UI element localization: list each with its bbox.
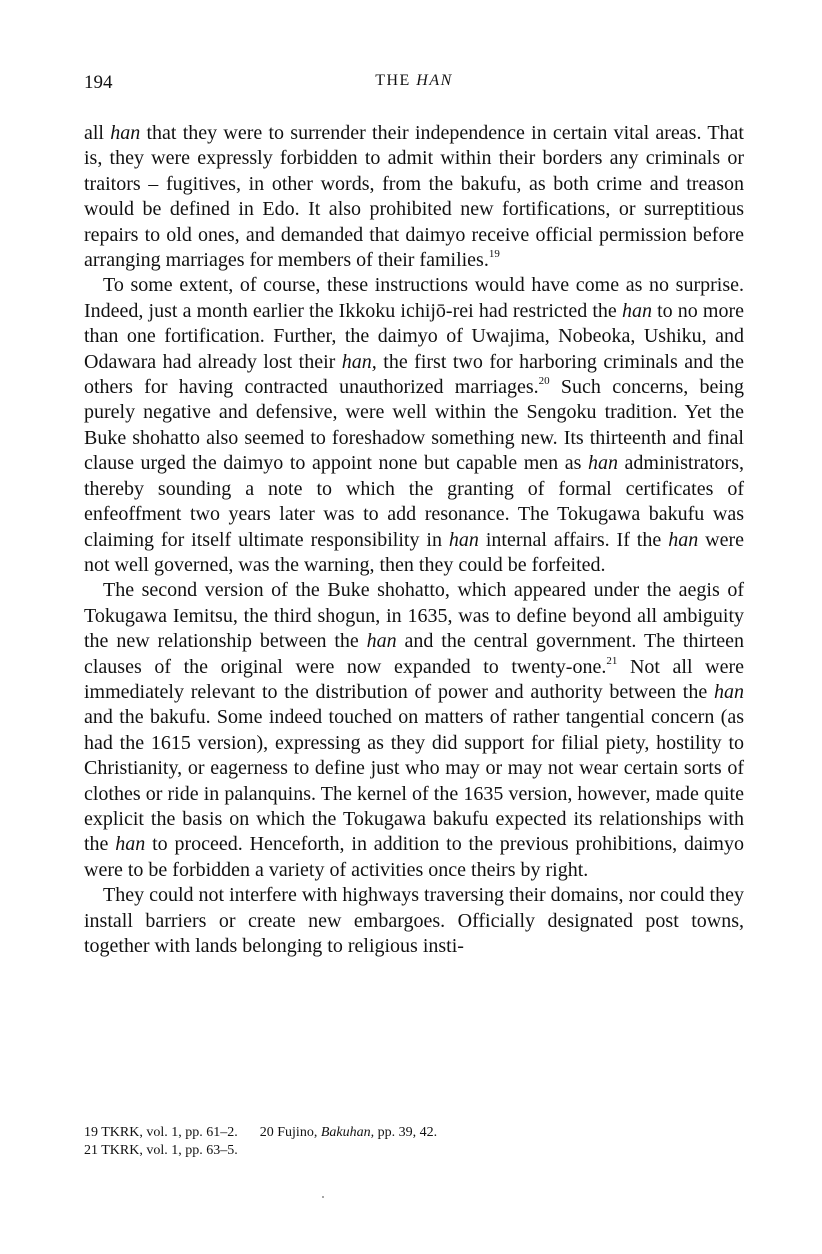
paragraph	[84, 273, 744, 578]
text-run: and the central government. The thirteen clauses of the original were now expanded to twenty-one.	[84, 630, 744, 678]
italic-term: han	[714, 680, 744, 703]
running-head-prefix: THE	[375, 72, 417, 89]
paragraph	[84, 883, 744, 959]
footnotes	[84, 1124, 744, 1160]
text-run: To some extent, of course, these instructions would have come as no surprise. Indeed, just a month earlier the Ikkoku ichijō-rei had restricted the	[84, 274, 744, 322]
italic-term: han	[668, 528, 699, 551]
text-run: They could not interfere with highways traversing their domains, nor could they install barriers or create new embargoes. Officially designated post towns, together with lands belonging to religious insti-	[84, 884, 744, 957]
footnote-ref: 19	[488, 248, 500, 261]
italic-term: han	[621, 299, 652, 322]
italic-term: han	[110, 122, 141, 144]
page-number: 194	[84, 72, 113, 93]
text-run: Such concerns, being purely negative and defensive, were well within the Sengoku tradition. Yet the Buke shohatto also seemed to foreshadow something new. Its thirteenth and final clause urged the daimyo to appoint none but capable men as	[84, 376, 744, 475]
paragraph	[84, 578, 744, 883]
text-run: administrators, thereby sounding a note to which the granting of formal certificates of enfeoffment two years later was to add resonance. The Tokugawa bakufu was claiming for itself ultimate responsibility in	[84, 452, 744, 551]
footnote-ref: 21	[606, 654, 618, 667]
italic-term: han	[448, 528, 479, 551]
text-run: internal affairs. If the	[478, 528, 669, 551]
text-run: The second version of the Buke shohatto, which appeared under the aegis of Tokugawa Iemitsu, the third shogun, in 1635, was to define beyond all ambiguity the new relationship between the	[84, 579, 744, 653]
text-run: the first two for harboring criminals and the others for having contracted unauthorized marriages.	[84, 350, 744, 399]
italic-term: han	[366, 630, 397, 653]
footnote-20: 20 Fujino, Bakuhan, pp. 39, 42.	[259, 1125, 438, 1140]
page-header	[84, 72, 744, 96]
footnote-19: 19 TKRK, vol. 1, pp. 61–2.	[84, 1125, 238, 1140]
italic-term: han,	[341, 350, 377, 373]
text-run: that they were to surrender their independence in certain vital areas. That is, they were expressly forbidden to admit within their borders any criminals or traitors – fugitives, in other words, from the bakufu, as both crime and treason would be defined in Edo. It also prohibited new fortifications, or surreptitious repairs to old ones, and demanded that daimyo receive official permission before arranging marriages for members of their families.	[84, 122, 744, 272]
text-run: Not all were immediately relevant to the distribution of power and authority between the	[84, 655, 744, 703]
print-speck	[322, 1196, 324, 1198]
text-run: to proceed. Henceforth, in addition to the previous prohibitions, daimyo were to be forbidden a variety of activities once theirs by right.	[84, 833, 744, 881]
text-run: all	[84, 122, 111, 144]
footnote-21: 21 TKRK, vol. 1, pp. 63–5.	[84, 1143, 238, 1158]
body-text	[84, 121, 744, 959]
footnote-ref: 20	[538, 375, 550, 388]
running-head-italic: HAN	[416, 72, 453, 89]
text-run: to no more than one fortification. Further, the daimyo of Uwajima, Nobeoka, Ushiku, and Odawara had already lost their	[84, 299, 744, 373]
text-run: were not well governed, was the warning, then they could be forfeited.	[84, 528, 744, 576]
italic-term: han	[587, 452, 618, 475]
footnote-row	[84, 1124, 744, 1142]
text-run: and the bakufu. Some indeed touched on matters of rather tangential concern (as had the 1615 version), expressing as they did support for filial piety, hostility to Christianity, or eagerness to define just who may or may not wear certain sorts of clothes or ride in palanquins. The kernel of the 1635 version, however, made quite explicit the basis on which the Tokugawa bakufu expected its relationships with the	[84, 706, 744, 856]
footnote-row	[84, 1142, 744, 1160]
paragraph	[84, 121, 744, 273]
running-head	[84, 72, 744, 90]
italic-term: han	[115, 833, 146, 856]
